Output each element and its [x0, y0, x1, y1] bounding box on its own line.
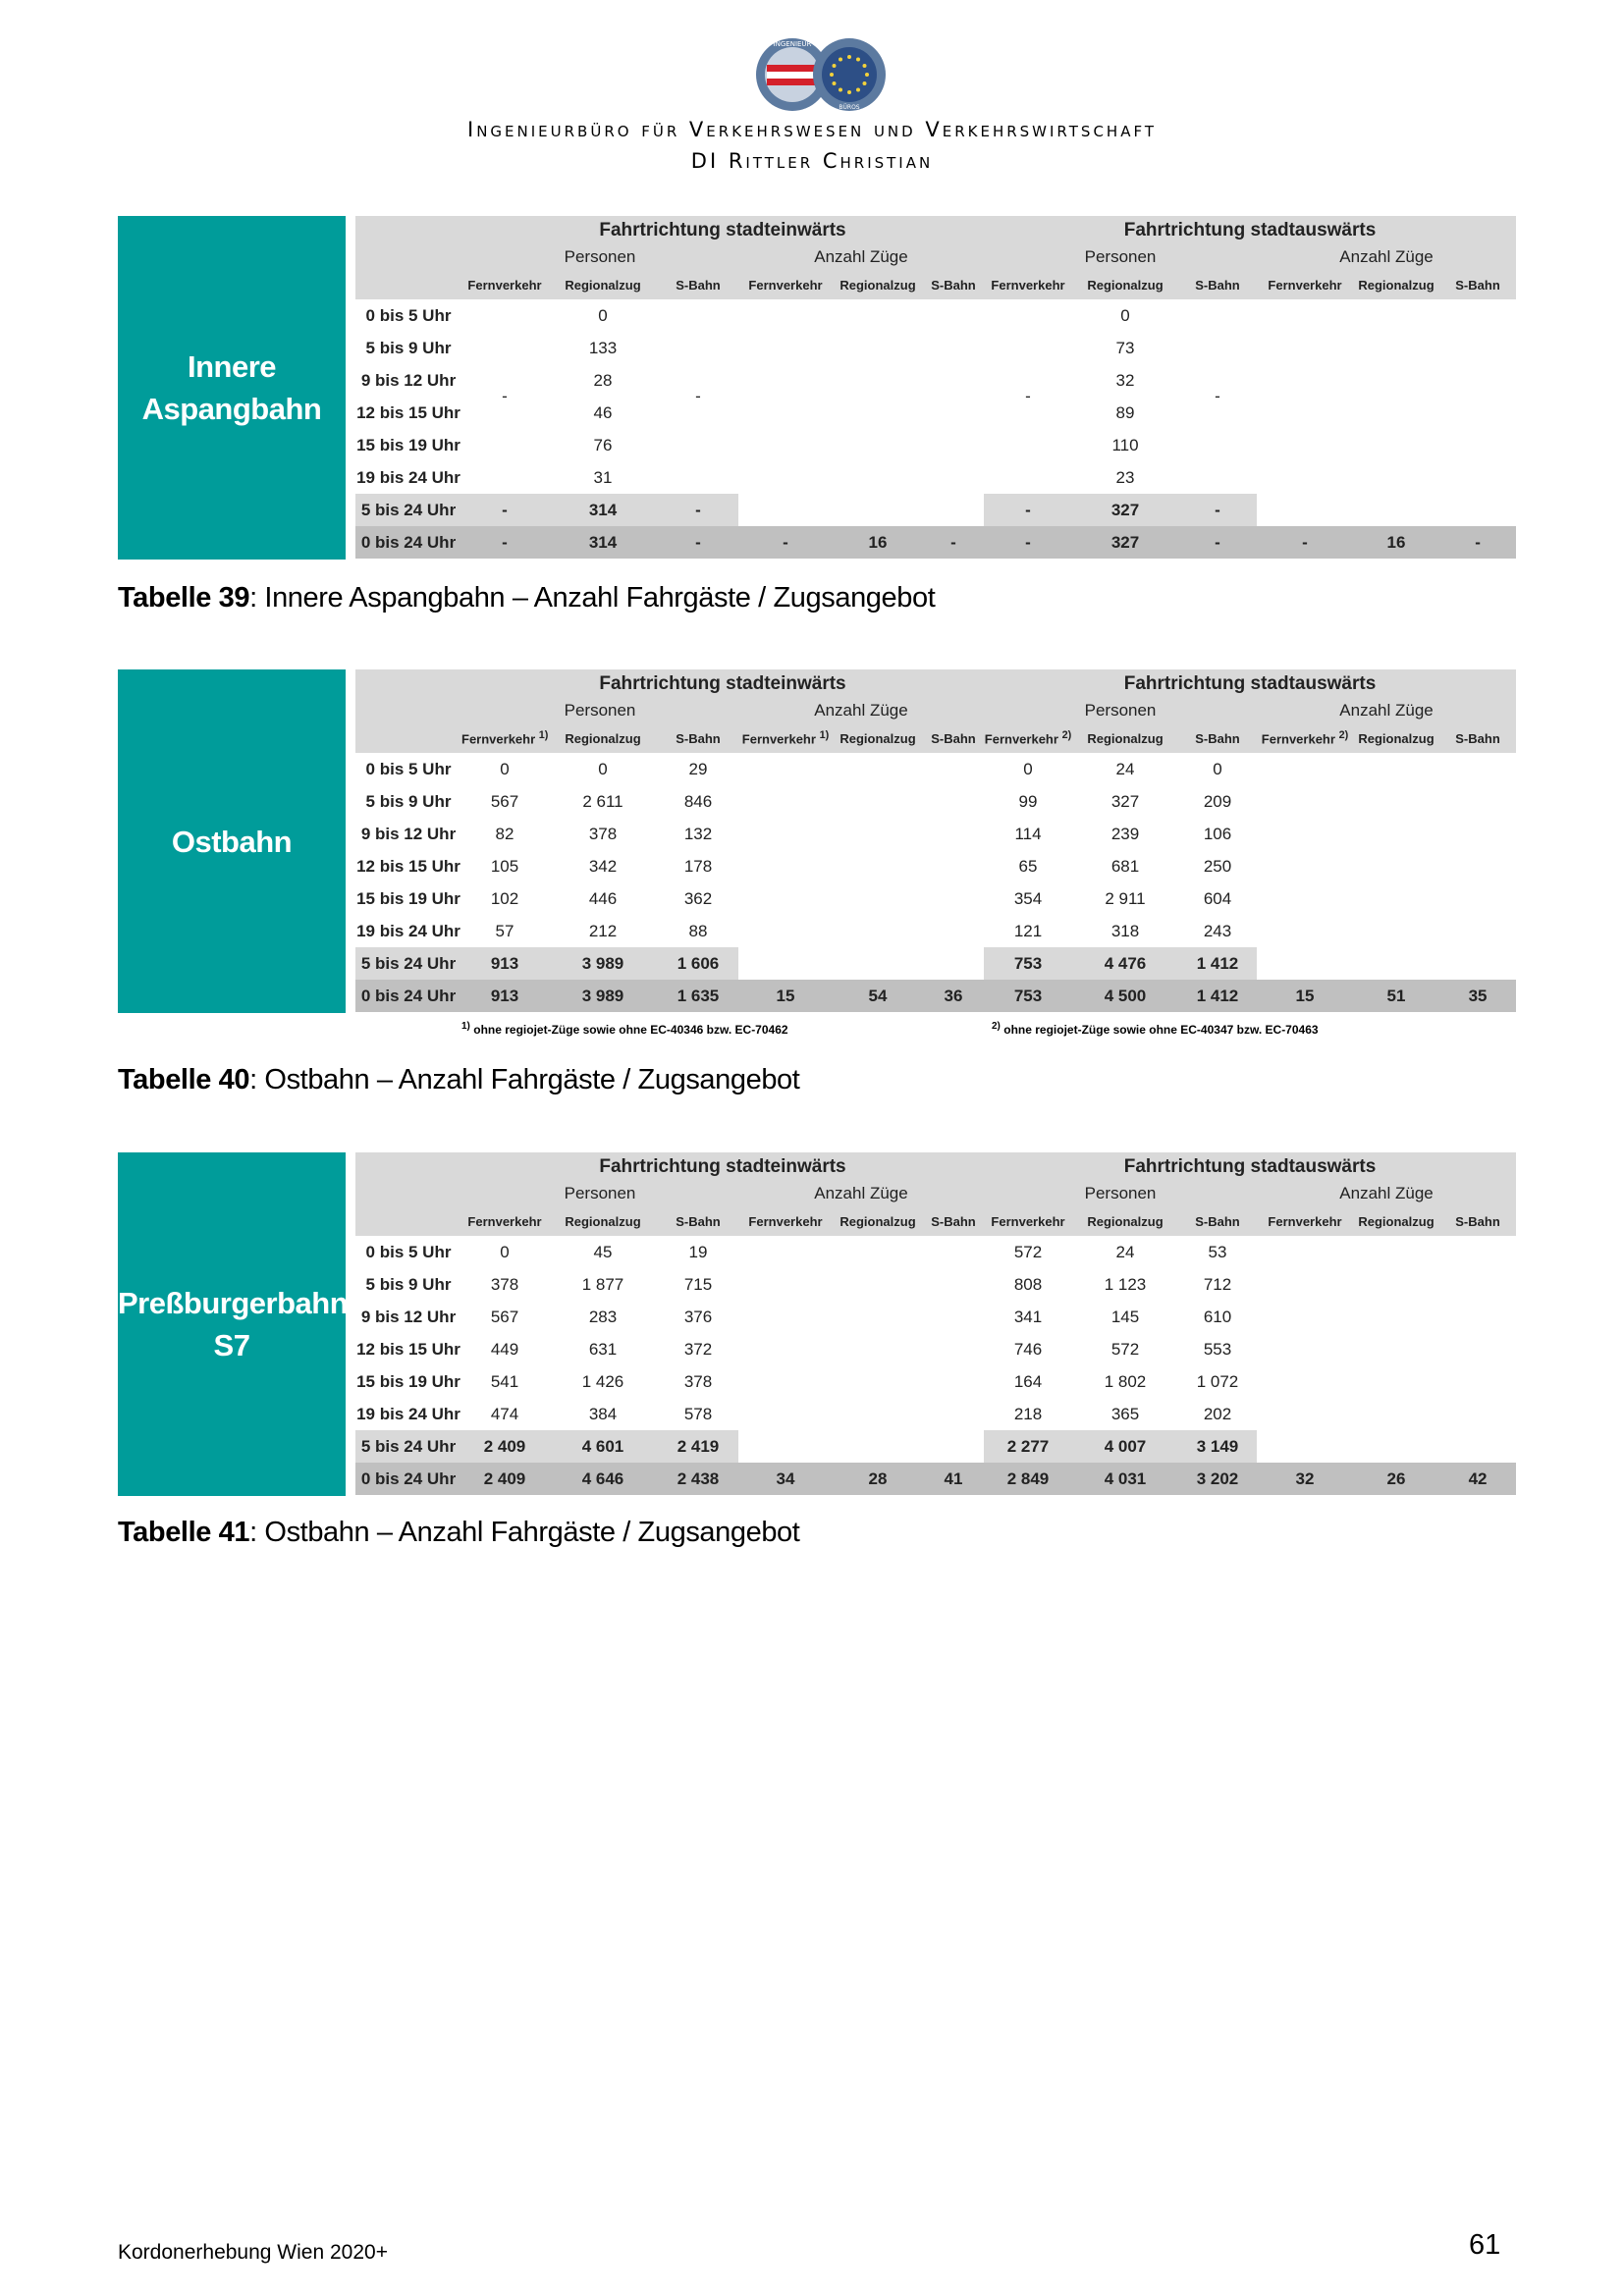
direction-out-heading: Fahrtrichtung stadtauswärts	[1123, 672, 1377, 694]
table-row: 9 bis 12 Uhr 28 32	[360, 370, 1135, 390]
svg-text:INGENIEUR: INGENIEUR	[773, 40, 812, 48]
col-fernverkehr: Fernverkehr $^{2)}$	[984, 729, 1072, 747]
col-fernverkehr: Fernverkehr	[1268, 277, 1342, 293]
col-fernverkehr: Fernverkehr $^{1)}$	[461, 729, 548, 747]
header-row	[355, 1206, 1516, 1236]
col-fernverkehr: Fernverkehr $^{2)}$	[1261, 729, 1349, 747]
table-row: 9 bis 12 Uhr 82 378 132 114 239 106	[360, 824, 1232, 843]
data-table	[355, 1152, 1516, 1495]
header-row	[355, 1152, 1516, 1181]
table-row: 19 bis 24 Uhr 474 384 578 218 365 202	[356, 1404, 1232, 1423]
persons-heading: Personen	[564, 701, 636, 720]
data-table	[355, 669, 1516, 1012]
line-label: Innere Aspangbahn	[118, 216, 346, 560]
trains-heading: Anzahl Züge	[814, 701, 908, 720]
persons-heading: Personen	[1084, 247, 1157, 266]
table-row: 5 bis 9 Uhr 567 2 611 846 99 327 209	[365, 791, 1232, 811]
header-row	[355, 698, 1516, 723]
persons-heading: Personen	[564, 1184, 636, 1202]
col-sbahn: S-Bahn	[1195, 1213, 1240, 1229]
table-row: 0 bis 5 Uhr 0 45 19 572 24 53	[365, 1242, 1227, 1261]
table-caption: Tabelle 39: Innere Aspangbahn – Anzahl Fahrgäste / Zugsangebot	[118, 582, 936, 614]
table-caption: Tabelle 41: Ostbahn – Anzahl Fahrgäste / Zugsangebot	[118, 1517, 800, 1548]
header-row	[355, 669, 1516, 698]
org-title-line2: DI Rittler Christian	[690, 149, 934, 173]
table-caption: Tabelle 40: Ostbahn – Anzahl Fahrgäste / Zugsangebot	[118, 1064, 800, 1095]
table-row: 12 bis 15 Uhr 46 89	[356, 402, 1135, 422]
table-row: 12 bis 15 Uhr 449 631 372 746 572 553	[356, 1339, 1232, 1359]
table-row: 15 bis 19 Uhr 76 110	[356, 435, 1139, 454]
org-title-line1: Ingenieurbüro für Verkehrswesen und Verkehrswirtschaft	[467, 118, 1157, 141]
col-sbahn: S-Bahn	[931, 277, 976, 293]
header-row	[355, 216, 1516, 244]
col-sbahn: S-Bahn	[1195, 730, 1240, 746]
col-sbahn: S-Bahn	[1455, 277, 1500, 293]
header-row	[355, 723, 1516, 753]
direction-out-heading: Fahrtrichtung stadtauswärts	[1123, 1155, 1377, 1177]
col-fernverkehr: Fernverkehr	[991, 277, 1065, 293]
col-fernverkehr: Fernverkehr	[467, 277, 542, 293]
table-row: 19 bis 24 Uhr 31 23	[356, 467, 1135, 487]
table-row: 0 bis 5 Uhr - 0 - - 0 -	[355, 299, 1516, 332]
table-row: 12 bis 15 Uhr 105 342 178 65 681 250	[356, 856, 1232, 876]
trains-heading: Anzahl Züge	[1339, 701, 1434, 720]
direction-in-heading: Fahrtrichtung stadteinwärts	[599, 672, 846, 694]
col-regionalzug: Regionalzug	[1358, 277, 1435, 293]
line-label: Preßburgerbahn S7	[118, 1152, 346, 1496]
line-label: Ostbahn	[118, 669, 346, 1013]
table-row: 19 bis 24 Uhr 57 212 88 121 318 243	[356, 921, 1232, 940]
svg-text:BÜROS: BÜROS	[839, 104, 860, 111]
col-regionalzug: Regionalzug	[839, 277, 916, 293]
table-row: 9 bis 12 Uhr 567 283 376 341 145 610	[360, 1307, 1232, 1326]
direction-out-heading: Fahrtrichtung stadtauswärts	[1123, 219, 1377, 240]
persons-heading: Personen	[564, 247, 636, 266]
table-row: 5 bis 9 Uhr 378 1 877 715 808 1 123 712	[365, 1274, 1232, 1294]
subtotal-row: 5 bis 24 Uhr 2 409 4 601 2 419 2 277 4 007 3 149	[355, 1430, 1516, 1463]
total-row: 0 bis 24 Uhr 2 409 4 646 2 438 34 28 41 2 849 4 031 3 202 32 26 42	[355, 1463, 1516, 1495]
col-regionalzug: Regionalzug	[839, 730, 916, 746]
header-row	[355, 270, 1516, 299]
header-row	[355, 1181, 1516, 1206]
col-regionalzug: Regionalzug	[1087, 277, 1164, 293]
subtotal-row: 5 bis 24 Uhr 913 3 989 1 606 753 4 476 1 412	[355, 947, 1516, 980]
col-sbahn: S-Bahn	[676, 730, 721, 746]
data-table	[355, 216, 1516, 559]
footer-text: Kordonerhebung Wien 2020+	[118, 2241, 388, 2264]
col-fernverkehr: Fernverkehr $^{1)}$	[741, 729, 830, 747]
col-fernverkehr: Fernverkehr	[991, 1213, 1065, 1229]
col-sbahn: S-Bahn	[1455, 1213, 1500, 1229]
total-row: 0 bis 24 Uhr - 314 - - 16 - - 327 - - 16 -	[355, 526, 1516, 559]
merged-cell: -	[1215, 387, 1220, 405]
persons-heading: Personen	[1084, 701, 1157, 720]
col-sbahn: S-Bahn	[676, 277, 721, 293]
footnote-2: $^{2)}$ ohne regiojet-Züge sowie ohne EC-40347 bzw. EC-70463	[992, 1021, 1319, 1037]
table-row: 5 bis 9 Uhr 133 73	[365, 338, 1135, 357]
trains-heading: Anzahl Züge	[814, 1184, 908, 1202]
col-sbahn: S-Bahn	[1195, 277, 1240, 293]
col-fernverkehr: Fernverkehr	[748, 1213, 823, 1229]
col-regionalzug: Regionalzug	[565, 1213, 641, 1229]
company-logo	[748, 35, 893, 114]
col-regionalzug: Regionalzug	[565, 730, 641, 746]
col-sbahn: S-Bahn	[931, 1213, 976, 1229]
trains-heading: Anzahl Züge	[1339, 1184, 1434, 1202]
col-regionalzug: Regionalzug	[565, 277, 641, 293]
trains-heading: Anzahl Züge	[1339, 247, 1434, 266]
col-fernverkehr: Fernverkehr	[1268, 1213, 1342, 1229]
total-row: 0 bis 24 Uhr 913 3 989 1 635 15 54 36 753 4 500 1 412 15 51 35	[355, 980, 1516, 1012]
col-fernverkehr: Fernverkehr	[467, 1213, 542, 1229]
col-regionalzug: Regionalzug	[1358, 730, 1435, 746]
col-regionalzug: Regionalzug	[1087, 730, 1164, 746]
col-sbahn: S-Bahn	[1455, 730, 1500, 746]
table-row: 0 bis 5 Uhr 0 0 29 0 24 0	[365, 759, 1222, 778]
direction-in-heading: Fahrtrichtung stadteinwärts	[599, 1155, 846, 1177]
col-sbahn: S-Bahn	[676, 1213, 721, 1229]
col-regionalzug: Regionalzug	[839, 1213, 916, 1229]
merged-cell: -	[502, 387, 508, 405]
col-regionalzug: Regionalzug	[1358, 1213, 1435, 1229]
col-sbahn: S-Bahn	[931, 730, 976, 746]
page-number: 61	[1469, 2229, 1501, 2261]
table-row: 15 bis 19 Uhr 102 446 362 354 2 911 604	[356, 888, 1232, 908]
direction-in-heading: Fahrtrichtung stadteinwärts	[599, 219, 846, 240]
merged-cell: -	[695, 387, 701, 405]
header-row	[355, 244, 1516, 270]
col-fernverkehr: Fernverkehr	[748, 277, 823, 293]
col-regionalzug: Regionalzug	[1087, 1213, 1164, 1229]
trains-heading: Anzahl Züge	[814, 247, 908, 266]
subtotal-row: 5 bis 24 Uhr - 314 - - 327 -	[355, 494, 1516, 526]
merged-cell: -	[1025, 387, 1031, 405]
footnote-1: $^{1)}$ ohne regiojet-Züge sowie ohne EC-40346 bzw. EC-70462	[461, 1021, 788, 1037]
table-row: 15 bis 19 Uhr 541 1 426 378 164 1 802 1 072	[356, 1371, 1239, 1391]
persons-heading: Personen	[1084, 1184, 1157, 1202]
